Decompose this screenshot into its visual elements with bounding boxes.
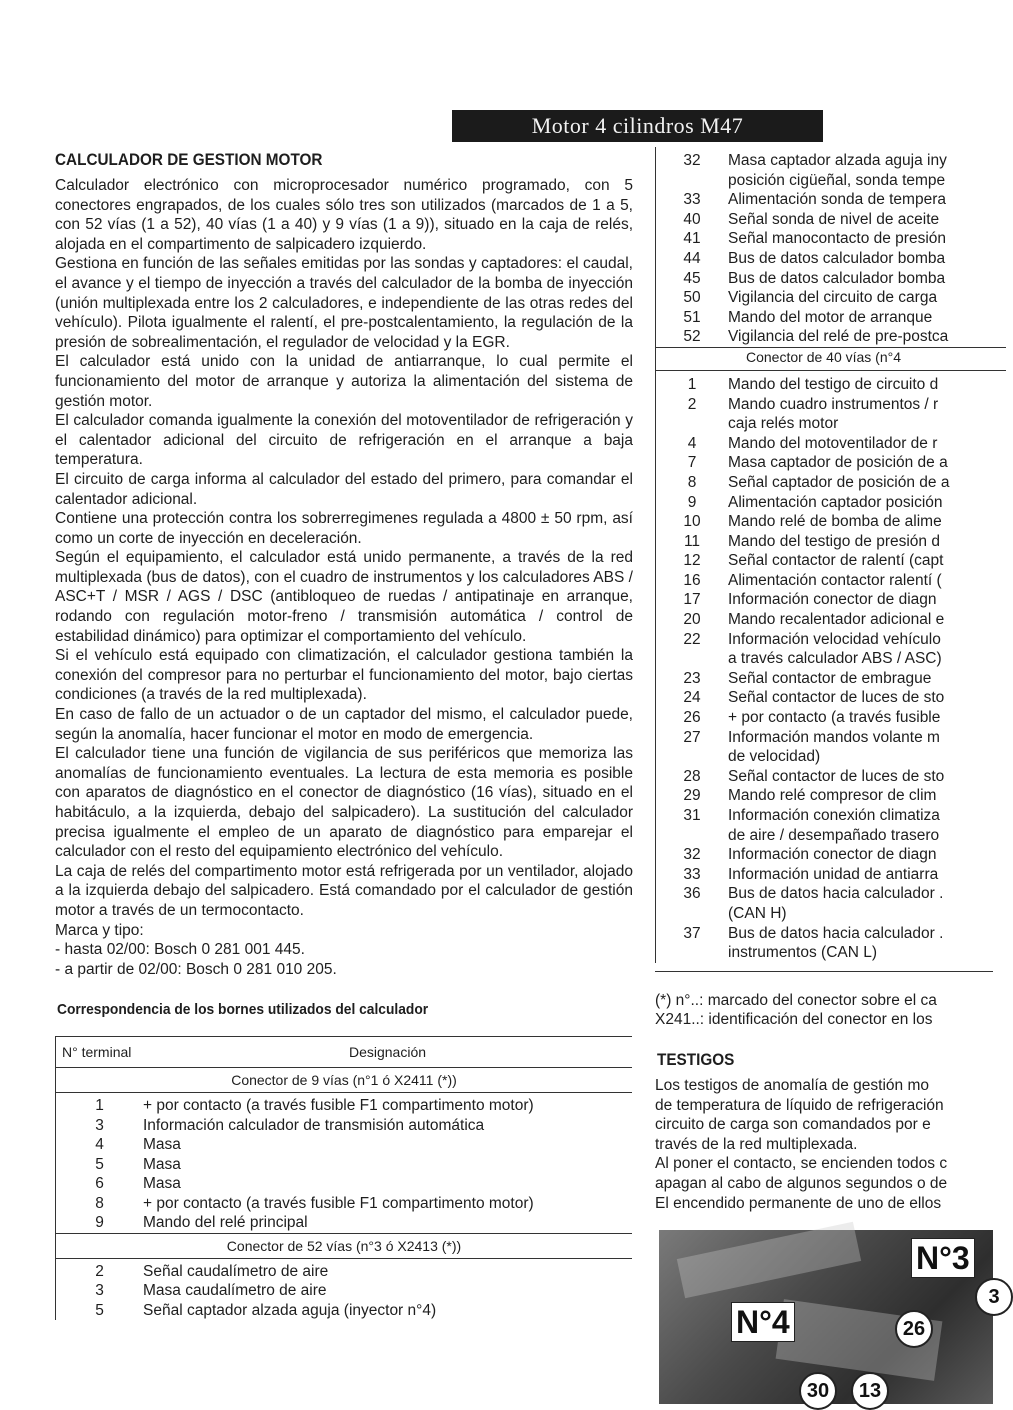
paragraph: Según el equipamiento, el calculador está unido permanente, a través de la red multiplexada (bus de datos), con el cuadro de instrumentos y los calculadores ABS / ASC+T / MSR / AGS / DSC (antibloqueo de ruedas / antipatinaje en arranque, rodando con regulación motor-freno / transmisión automática / control de estabilidad dinámico) para optimizar el comportamiento del vehículo. bbox=[55, 549, 633, 645]
table-row bbox=[656, 865, 1006, 885]
testigos-line: El encendido permanente de uno de ellos bbox=[655, 1194, 942, 1212]
table-row bbox=[656, 249, 1006, 269]
table-row bbox=[656, 649, 1006, 669]
callout-30: 30 bbox=[799, 1372, 837, 1410]
terminal-designation: Mando cuadro instrumentos / r bbox=[728, 395, 939, 413]
terminal-designation: Mando del testigo de circuito d bbox=[728, 375, 939, 393]
terminal-designation: Vigilancia del circuito de carga bbox=[728, 289, 938, 307]
terminal-designation: Señal contactor de ralentí (capt bbox=[728, 552, 944, 570]
callout-3: 3 bbox=[975, 1278, 1013, 1316]
terminal-designation: Alimentación sonda de tempera bbox=[728, 191, 946, 209]
table-row bbox=[656, 229, 1006, 249]
terminal-designation: Información conexión climatiza bbox=[728, 807, 940, 824]
table-row bbox=[656, 395, 1006, 415]
bornes-table-continued bbox=[655, 147, 993, 963]
terminal-number: 28 bbox=[683, 767, 701, 785]
terminal-number: 51 bbox=[683, 308, 701, 326]
testigos-line: Los testigos de anomalía de gestión mo bbox=[655, 1076, 930, 1094]
table-row bbox=[656, 845, 1006, 865]
terminal-designation: Vigilancia del relé de pre-postca bbox=[728, 328, 949, 346]
terminal-number: 52 bbox=[683, 328, 701, 346]
terminal-number: 5 bbox=[56, 1155, 144, 1175]
header-title: Motor 4 cilindros M47 bbox=[531, 113, 744, 138]
terminal-number: 9 bbox=[56, 1213, 144, 1233]
connector-9-label: Conector de 9 vías (n°1 ó X2411 (*)) bbox=[56, 1068, 633, 1093]
table-row bbox=[656, 551, 1006, 571]
left-column bbox=[55, 150, 633, 1320]
testigos-line: circuito de carga son comandados por e bbox=[655, 1116, 931, 1134]
terminal-number: 1 bbox=[687, 375, 697, 393]
terminal-designation: Masa captador de posición de a bbox=[728, 454, 948, 472]
terminal-designation: Alimentación captador posición bbox=[728, 493, 943, 511]
terminal-number: 20 bbox=[683, 611, 701, 629]
terminal-designation: Masa captador alzada aguja iny bbox=[728, 152, 947, 169]
table-row bbox=[656, 512, 1006, 532]
table-row bbox=[56, 1258, 633, 1281]
table-row bbox=[656, 688, 1006, 708]
label-n3: N°3 bbox=[911, 1238, 975, 1278]
right-column bbox=[655, 147, 993, 1213]
testigos-line: través de la red multiplexada. bbox=[655, 1135, 858, 1153]
paragraph: La caja de relés del compartimento motor está refrigerada por un ventilador, alojado a la izquierda debajo del salpicadero. Está comandado por el calculador de gestión motor a través de un termocontacto. bbox=[55, 862, 633, 919]
terminal-designation: Mando del testigo de presión d bbox=[728, 532, 940, 550]
terminal-designation: Información conector de diagn bbox=[728, 846, 937, 864]
table-row bbox=[56, 1213, 633, 1233]
terminal-number: 17 bbox=[683, 591, 701, 609]
terminal-designation: (CAN H) bbox=[728, 904, 787, 922]
terminal-designation: Alimentación contactor ralentí ( bbox=[728, 571, 942, 589]
table-row bbox=[656, 147, 1006, 171]
table-row bbox=[656, 610, 1006, 630]
table-row bbox=[656, 943, 1006, 963]
testigos-line: apagan al cabo de algunos segundos o de bbox=[655, 1174, 948, 1192]
terminal-designation: Mando relé de bomba de alime bbox=[728, 513, 942, 531]
terminal-designation: Información calculador de transmisión automática bbox=[143, 1116, 485, 1134]
table-row bbox=[656, 210, 1006, 230]
table-row bbox=[656, 453, 1006, 473]
terminal-number: 11 bbox=[683, 532, 701, 550]
table-row bbox=[656, 414, 1006, 434]
marca-line: - a partir de 02/00: Bosch 0 281 010 205. bbox=[55, 960, 337, 978]
terminal-number: 3 bbox=[56, 1281, 144, 1301]
table-row bbox=[656, 190, 1006, 210]
terminal-designation: Bus de datos calculador bomba bbox=[728, 249, 946, 267]
paragraph: Calculador electrónico con microprocesador numérico programado, con 5 conectores engrapados, de los cuales sólo tres son utilizados (marcados de 1 a 5, con 52 vías (1 a 52), 40 vías (1 a 40) y 9 vías (1 a 9)), situado en la caja de relés, alojada en el compartimento de salpicadero izquierdo. bbox=[55, 177, 633, 253]
table-row bbox=[656, 288, 1006, 308]
table-row bbox=[56, 1174, 633, 1194]
table-bottom-rule bbox=[655, 971, 993, 973]
paragraph: En caso de fallo de un actuador o de un captador del mismo, el calculador puede, según la anomalía, hacer funcionar el motor en modo de emergencia. bbox=[55, 706, 633, 743]
table-row bbox=[656, 269, 1006, 289]
bornes-table bbox=[55, 1036, 632, 1320]
terminal-designation: Señal captador alzada aguja (inyector n°4) bbox=[143, 1301, 437, 1319]
terminal-number: 8 bbox=[56, 1194, 144, 1214]
terminal-number: 33 bbox=[683, 865, 701, 883]
terminal-number: 50 bbox=[683, 289, 701, 307]
terminal-number bbox=[656, 826, 728, 846]
terminal-number: 45 bbox=[683, 269, 701, 287]
table-row bbox=[656, 532, 1006, 552]
terminal-number: 2 bbox=[56, 1258, 144, 1281]
col-terminal: N° terminal bbox=[56, 1037, 144, 1068]
connector-photo bbox=[659, 1230, 1000, 1404]
table-row bbox=[656, 493, 1006, 513]
table-row bbox=[656, 826, 1006, 846]
table-row bbox=[56, 1093, 633, 1116]
terminal-designation: Señal manocontacto de presión bbox=[728, 230, 947, 248]
testigos-text bbox=[655, 1076, 993, 1213]
table-row bbox=[656, 171, 1006, 191]
terminal-designation: Masa bbox=[143, 1175, 181, 1193]
terminal-designation: Señal contactor de luces de sto bbox=[728, 689, 945, 707]
terminal-number: 29 bbox=[683, 787, 701, 805]
connector-52-rows bbox=[656, 147, 1006, 347]
terminal-designation: Información unidad de antiarra bbox=[728, 865, 939, 883]
body-text bbox=[55, 176, 633, 979]
terminal-designation: + por contacto (a través fusible F1 compartimento motor) bbox=[143, 1194, 534, 1212]
table-row bbox=[656, 747, 1006, 767]
table-row bbox=[656, 786, 1006, 806]
terminal-designation: Información velocidad vehículo bbox=[728, 630, 941, 648]
terminal-designation: Señal contactor de embrague bbox=[728, 669, 932, 687]
terminal-designation: Mando relé compresor de clim bbox=[728, 787, 937, 805]
terminal-number: 44 bbox=[683, 249, 701, 267]
paragraph: Si el vehículo está equipado con climatización, el calculador gestiona también la conexión del compresor para no perturbar el funcionamiento del motor, bajo ciertas condiciones (a través de la red multiplexada). bbox=[55, 647, 633, 704]
terminal-designation: Información conector de diagn bbox=[728, 591, 937, 609]
callout-26: 26 bbox=[895, 1310, 933, 1348]
terminal-number: 3 bbox=[56, 1116, 144, 1136]
terminal-designation: Mando del motoventilador de r bbox=[728, 434, 938, 452]
terminal-designation: instrumentos (CAN L) bbox=[728, 944, 878, 962]
terminal-number: 26 bbox=[683, 709, 701, 727]
table-header-row bbox=[56, 1037, 633, 1068]
table-row bbox=[656, 590, 1006, 610]
table-row bbox=[656, 884, 1006, 904]
connector-40-header bbox=[656, 347, 1006, 371]
terminal-designation: + por contacto (a través fusible F1 compartimento motor) bbox=[143, 1097, 534, 1115]
table-row bbox=[656, 434, 1006, 454]
terminal-designation: + por contacto (a través fusible bbox=[728, 709, 941, 727]
table-row bbox=[656, 669, 1006, 689]
terminal-number: 12 bbox=[683, 552, 701, 570]
marca-line: - hasta 02/00: Bosch 0 281 001 445. bbox=[55, 941, 305, 959]
testigos-line: de temperatura de líquido de refrigeración bbox=[655, 1096, 944, 1114]
paragraph: El calculador comanda igualmente la conexión del motoventilador de refrigeración y el calentador adicional del circuito de refrigeración en el arranque a baja temperatura. bbox=[55, 412, 633, 469]
table-row bbox=[656, 371, 1006, 395]
table-row bbox=[656, 327, 1006, 347]
connector-52-label: Conector de 52 vías (n°3 ó X2413 (*)) bbox=[56, 1233, 633, 1258]
terminal-number: 7 bbox=[687, 454, 697, 472]
terminal-designation: de aire / desempañado trasero bbox=[728, 826, 940, 844]
table-row bbox=[656, 708, 1006, 728]
terminal-number bbox=[656, 904, 728, 924]
terminal-designation: Señal captador de posición de a bbox=[728, 473, 950, 491]
terminal-designation: Bus de datos hacia calculador . bbox=[728, 924, 944, 942]
terminal-designation: Señal caudalímetro de aire bbox=[143, 1262, 329, 1280]
terminal-number: 16 bbox=[683, 571, 701, 589]
testigos-line: Al poner el contacto, se encienden todos c bbox=[655, 1155, 948, 1173]
table-row bbox=[56, 1116, 633, 1136]
table-subtitle: Correspondencia de los bornes utilizados del calculador bbox=[57, 1001, 429, 1019]
terminal-number: 31 bbox=[683, 807, 701, 824]
table-row bbox=[56, 1135, 633, 1155]
table-row bbox=[56, 1194, 633, 1214]
terminal-designation: Masa bbox=[143, 1136, 181, 1154]
section-title: CALCULADOR DE GESTION MOTOR bbox=[55, 150, 323, 169]
terminal-designation: posición cigüeñal, sonda tempe bbox=[728, 171, 946, 189]
paragraph: El circuito de carga informa al calculador del estado del primero, para comandar el calentador adicional. bbox=[55, 470, 633, 508]
terminal-designation: Información mandos volante m bbox=[728, 728, 940, 746]
terminal-number: 37 bbox=[683, 924, 701, 942]
terminal-designation: Señal sonda de nivel de aceite bbox=[728, 210, 940, 228]
terminal-number: 23 bbox=[683, 669, 701, 687]
table-row bbox=[656, 630, 1006, 650]
callout-13: 13 bbox=[851, 1372, 889, 1410]
terminal-designation: Mando del relé principal bbox=[143, 1214, 308, 1232]
footnote-line: X241..: identificación del conector en los bbox=[655, 1011, 933, 1029]
table-row bbox=[656, 308, 1006, 328]
photo-shape bbox=[677, 1222, 861, 1299]
paragraph: Gestiona en función de las señales emitidas por las sondas y captadores: el caudal, el avance y el tiempo de inyección a través del calculador de la bomba de inyección (unión multiplexada entre los 2 calculadores, e independiente de las otras redes del vehículo). Pilota igualmente el ralentí, el pre-postcalentamiento, la regulación de la presión de sobrealimentación, el regulador de velocidad y la EGR. bbox=[55, 255, 633, 351]
table-row bbox=[656, 571, 1006, 591]
connector-40-rows bbox=[656, 371, 1006, 963]
terminal-number bbox=[656, 747, 728, 767]
terminal-number: 32 bbox=[683, 152, 701, 169]
terminal-number: 1 bbox=[56, 1093, 144, 1116]
terminal-number: 9 bbox=[687, 493, 697, 511]
label-n4: N°4 bbox=[731, 1302, 795, 1342]
table-row bbox=[56, 1155, 633, 1175]
col-designation: Designación bbox=[143, 1037, 632, 1068]
page-header-band bbox=[452, 110, 823, 142]
paragraph: El calculador tiene una función de vigilancia de sus periféricos que memoriza las anomalías de funcionamiento eventuales. La lectura de esta memoria es posible con aparatos de diagnóstico en el conector de diagnóstico (16 vías), situado en el habitáculo, a la izquierda, debajo del salpicadero). La sustitución del calculador precisa igualmente el empleo de un aparato de diagnóstico para emparejar el calculador con el resto del equipamiento electrónico del vehículo. bbox=[55, 745, 633, 861]
table-row bbox=[656, 806, 1006, 826]
terminal-number: 2 bbox=[687, 395, 697, 413]
table-row bbox=[56, 1281, 633, 1301]
table-row bbox=[656, 767, 1006, 787]
terminal-number bbox=[656, 414, 728, 434]
table-row bbox=[656, 904, 1006, 924]
terminal-number: 36 bbox=[683, 885, 701, 903]
table-row bbox=[656, 473, 1006, 493]
paragraph: Contiene una protección contra los sobrerregimenes regulada a 4800 ± 50 rpm, así como un corte de inyección en deceleración. bbox=[55, 510, 633, 547]
terminal-number: 8 bbox=[687, 473, 697, 491]
connector-40-label: Conector de 40 vías (n°4 bbox=[656, 347, 1006, 370]
terminal-number: 4 bbox=[687, 434, 697, 452]
terminal-number: 27 bbox=[683, 728, 701, 746]
paragraph: El calculador está unido con la unidad de antiarranque, lo cual permite el funcionamiento del motor de arranque y autoriza la alimentación del sistema de gestión motor. bbox=[55, 353, 633, 410]
footnote bbox=[655, 991, 993, 1030]
terminal-number: 22 bbox=[683, 630, 701, 648]
connector-row bbox=[656, 347, 1006, 370]
terminal-number: 5 bbox=[56, 1301, 144, 1321]
terminal-number: 32 bbox=[683, 846, 701, 864]
table-row bbox=[656, 728, 1006, 748]
terminal-number: 40 bbox=[683, 210, 701, 228]
terminal-designation: Masa caudalímetro de aire bbox=[143, 1282, 327, 1300]
terminal-number bbox=[656, 943, 728, 963]
terminal-designation: Mando recalentador adicional e bbox=[728, 611, 945, 629]
terminal-number: 4 bbox=[56, 1135, 144, 1155]
testigos-title: TESTIGOS bbox=[657, 1049, 735, 1069]
terminal-designation: Bus de datos calculador bomba bbox=[728, 269, 946, 287]
terminal-designation: a través calculador ABS / ASC) bbox=[728, 650, 942, 668]
terminal-number: 33 bbox=[683, 191, 701, 209]
terminal-designation: Señal contactor de luces de sto bbox=[728, 767, 945, 785]
terminal-number: 6 bbox=[56, 1174, 144, 1194]
terminal-number: 10 bbox=[683, 513, 701, 531]
terminal-designation: de velocidad) bbox=[728, 748, 821, 766]
marca-line: Marca y tipo: bbox=[55, 921, 144, 939]
table-row bbox=[56, 1301, 633, 1321]
terminal-number bbox=[656, 171, 728, 191]
terminal-designation: Bus de datos hacia calculador . bbox=[728, 885, 944, 903]
terminal-number: 24 bbox=[683, 689, 701, 707]
footnote-line: (*) n°..: marcado del conector sobre el ca bbox=[655, 991, 937, 1009]
terminal-number bbox=[656, 649, 728, 669]
terminal-designation: Mando del motor de arranque bbox=[728, 308, 933, 326]
connector-row bbox=[56, 1233, 633, 1258]
connector-row bbox=[56, 1068, 633, 1093]
terminal-designation: Masa bbox=[143, 1155, 181, 1173]
terminal-designation: caja relés motor bbox=[728, 415, 839, 433]
terminal-number: 41 bbox=[683, 230, 701, 248]
table-row bbox=[656, 924, 1006, 944]
